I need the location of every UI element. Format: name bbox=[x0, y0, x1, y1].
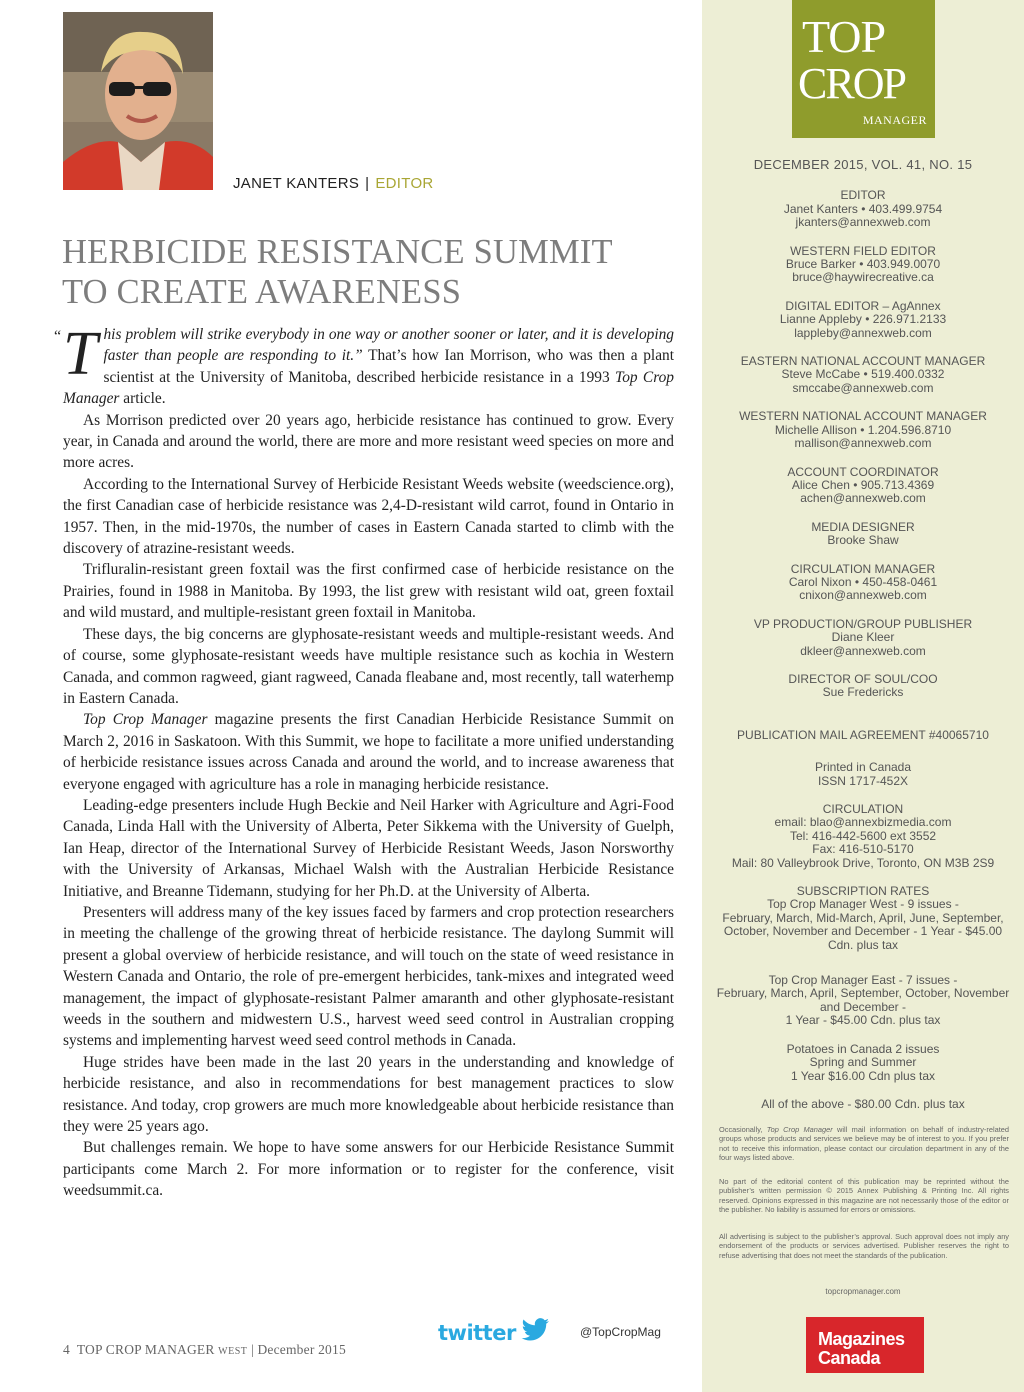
masthead-contact: Alice Chen • 905.713.4369 bbox=[791, 477, 935, 492]
editor-photo bbox=[63, 12, 213, 190]
fine-print-advertising: All advertising is subject to the publisher’s approval. Such approval does not imply any endorsement of the products or services advertised. Publisher reserves the right to refuse advertising that does not meet the standards of the publication. bbox=[719, 1232, 1009, 1260]
circulation-mail: Mail: 80 Valleybrook Drive, Toronto, ON M3B 2S9 bbox=[731, 855, 995, 870]
article-headline bbox=[62, 232, 702, 312]
maglogo-line-1: Magazines bbox=[818, 1329, 905, 1349]
article-paragraph: But challenges remain. We hope to have some answers for our Herbicide Resistance Summit participants come March 2. For more information or to register for the conference, visit weedsummit.ca. bbox=[63, 1139, 674, 1200]
subscription-line: Cdn. plus tax bbox=[827, 937, 899, 952]
paragraph-text: magazine presents the first Canadian Herbicide Resistance Summit on March 2, 2016 in Saskatoon. With this Summit, we hope to facilitate a more unified understanding of herbicide resistance issues across Canada and around the world, and to increase awareness that everyone engaged with agriculture has a role in managing herbicide resistance. bbox=[63, 711, 674, 793]
article-paragraph: As Morrison predicted over 20 years ago, herbicide resistance has continued to grow. Every year, in Canada and around the world, there are more and more resistant weed species on more and more acres. bbox=[63, 411, 674, 472]
drop-cap: T bbox=[63, 320, 98, 388]
logo-crop: CROP bbox=[798, 59, 905, 108]
magazine-title: Top Crop Manager bbox=[63, 368, 674, 408]
editor-name: JANET KANTERS bbox=[233, 175, 360, 192]
subscription-line: October, November and December - 1 Year - $45.00 bbox=[723, 924, 1003, 939]
magazine-title: Top Crop Manager bbox=[766, 1125, 833, 1134]
page-footer bbox=[63, 1342, 346, 1358]
masthead-email[interactable]: jkanters@annexweb.com bbox=[795, 215, 931, 230]
subscription-line: 1 Year $16.00 Cdn plus tax bbox=[790, 1068, 936, 1083]
footer-separator: | bbox=[250, 1342, 254, 1357]
article-paragraph: According to the International Survey of Herbicide Resistant Weeds website (weedscience.org), the first Canadian case of herbicide resistance was 2,4-D-resistant wild carrot, found in Ontario in 1957. Then, in the mid-1970s, the number of cases in Eastern Canada started to climb with the discovery of atrazine-resistant weeds. bbox=[63, 475, 674, 558]
masthead-contact: Janet Kanters • 403.499.9754 bbox=[783, 201, 943, 216]
circulation-email[interactable]: email: blao@annexbizmedia.com bbox=[774, 815, 952, 830]
article-body bbox=[54, 320, 675, 1202]
subscription-line: 1 Year - $45.00 Cdn. plus tax bbox=[785, 1013, 941, 1028]
subscription-line: February, March, April, September, October, November bbox=[716, 986, 1010, 1001]
masthead-email[interactable]: cnixon@annexweb.com bbox=[799, 588, 927, 603]
fine-print-copyright: No part of the editorial content of this publication may be reprinted without the publisher’s written permission © 2015 Annex Publishing & Printing Inc. All rights reserved. Opinions expressed in this magazine are not necessarily those of the editor or the publisher. No liability is assumed for errors or omissions. bbox=[719, 1177, 1009, 1215]
headline-line-1: HERBICIDE RESISTANCE SUMMIT bbox=[62, 233, 613, 271]
maglogo-line-2: Canada bbox=[818, 1348, 881, 1368]
logo-top: TOP bbox=[802, 11, 886, 62]
website-link[interactable]: topcropmanager.com bbox=[825, 1287, 901, 1296]
subscription-line: Top Crop Manager West - 9 issues - bbox=[767, 897, 959, 912]
twitter-handle[interactable]: @TopCropMag bbox=[580, 1325, 661, 1339]
masthead-heading: DIRECTOR OF SOUL/COO bbox=[788, 671, 938, 686]
circulation-info bbox=[702, 803, 1024, 870]
article-paragraph: Huge strides have been made in the last 20 years in the understanding and knowledge of herbicide resistance, and also in recommendations for best management practices to slow resistance. And today, crop growers are much more knowledgeable about herbicide resistance than they were 25 years ago. bbox=[63, 1053, 674, 1136]
quote-text: his problem will strike everybody in one way or another sooner or later, and it is developing faster than people are responding to it.” bbox=[103, 326, 674, 365]
article-paragraph bbox=[63, 320, 675, 410]
masthead-contact: Bruce Barker • 403.949.0070 bbox=[785, 257, 941, 272]
masthead-email[interactable]: lappleby@annexweb.com bbox=[794, 325, 932, 340]
subscription-potatoes bbox=[702, 1043, 1024, 1083]
twitter-wordmark: twitter bbox=[438, 1320, 516, 1345]
paragraph-text: That’s how Ian Morrison, who was then a plant scientist at the University of Manitoba, described herbicide resistance in a 1993 bbox=[103, 347, 675, 386]
masthead-email[interactable]: dkleer@annexweb.com bbox=[800, 643, 926, 658]
masthead-media-designer bbox=[702, 521, 1024, 548]
subscription-east bbox=[702, 974, 1024, 1028]
masthead-heading: SUBSCRIPTION RATES bbox=[796, 884, 930, 899]
masthead-editor bbox=[702, 189, 1024, 229]
masthead-director-soul bbox=[702, 673, 1024, 700]
masthead-eastern-account bbox=[702, 355, 1024, 395]
masthead-digital-editor bbox=[702, 300, 1024, 340]
masthead-heading: VP PRODUCTION/GROUP PUBLISHER bbox=[753, 616, 973, 631]
subscription-line: Spring and Summer bbox=[809, 1055, 917, 1070]
fine-text: will mail information on behalf of industry-related groups whose products and services we believe may be of interest to you. If you prefer not to receive this information, please contact our circulation department in any of the four ways listed above. bbox=[719, 1125, 1009, 1163]
masthead-contact: Diane Kleer bbox=[831, 630, 895, 645]
masthead-list bbox=[702, 158, 1024, 1126]
masthead-contact: Steve McCabe • 519.400.0332 bbox=[781, 367, 945, 382]
editor-byline bbox=[233, 175, 434, 192]
masthead-heading: CIRCULATION MANAGER bbox=[790, 561, 936, 576]
masthead-sidebar bbox=[702, 0, 1024, 1392]
subscription-line: Top Crop Manager East - 7 issues - bbox=[768, 973, 958, 988]
open-quote: “ bbox=[54, 328, 62, 345]
masthead-contact: Lianne Appleby • 226.971.2133 bbox=[779, 312, 947, 327]
masthead-email[interactable]: bruce@haywirecreative.ca bbox=[792, 270, 934, 285]
top-crop-manager-logo bbox=[792, 0, 935, 138]
footer-magazine: TOP CROP MANAGER bbox=[76, 1342, 215, 1357]
printed-in: Printed in Canada bbox=[814, 760, 912, 775]
publication-mail-agreement: PUBLICATION MAIL AGREEMENT #40065710 bbox=[737, 727, 989, 742]
magazine-title: Top Crop Manager bbox=[83, 711, 208, 729]
masthead-heading: ACCOUNT COORDINATOR bbox=[787, 464, 939, 479]
article-paragraph bbox=[63, 709, 674, 795]
twitter-bird-icon bbox=[520, 1318, 550, 1347]
subscription-west bbox=[702, 885, 1024, 952]
editor-role: EDITOR bbox=[375, 175, 434, 192]
fine-text: Occasionally, bbox=[719, 1125, 767, 1134]
masthead-email[interactable]: achen@annexweb.com bbox=[800, 491, 926, 506]
issue-info: DECEMBER 2015, VOL. 41, NO. 15 bbox=[753, 157, 973, 172]
masthead-heading: WESTERN FIELD EDITOR bbox=[790, 243, 936, 258]
twitter-link[interactable] bbox=[438, 1318, 550, 1347]
issn: ISSN 1717-452X bbox=[817, 773, 909, 788]
masthead-heading: DIGITAL EDITOR – AgAnnex bbox=[785, 298, 941, 313]
masthead-contact: Michelle Allison • 1.204.596.8710 bbox=[774, 422, 952, 437]
masthead-heading: EASTERN NATIONAL ACCOUNT MANAGER bbox=[740, 354, 986, 369]
masthead-email[interactable]: mallison@annexweb.com bbox=[794, 436, 932, 451]
article-paragraph: These days, the big concerns are glyphosate-resistant weeds and multiple-resistant weeds. And of course, some glyphosate-resistant weeds have multiple resistance such as kochia in Western Canada, and common ragweed, giant ragweed, Canada fleabane and, most recently, tall waterhemp in Eastern Canada. bbox=[63, 625, 674, 707]
circulation-tel: Tel: 416-442-5600 ext 3552 bbox=[789, 828, 937, 843]
circulation-fax: Fax: 416-510-5170 bbox=[812, 842, 914, 857]
masthead-contact: Sue Fredericks bbox=[822, 685, 904, 700]
masthead-circulation-manager bbox=[702, 563, 1024, 603]
subscription-line: Potatoes in Canada 2 issues bbox=[786, 1041, 940, 1056]
masthead-western-field-editor bbox=[702, 245, 1024, 285]
subscription-line: and December - bbox=[819, 999, 907, 1014]
footer-edition: WEST bbox=[218, 1346, 248, 1357]
logo-manager: MANAGER bbox=[862, 113, 927, 127]
masthead-heading: WESTERN NATIONAL ACCOUNT MANAGER bbox=[739, 409, 987, 424]
headline-line-2: TO CREATE AWARENESS bbox=[62, 273, 462, 311]
masthead-heading: CIRCULATION bbox=[822, 802, 904, 816]
masthead-heading: EDITOR bbox=[840, 188, 886, 203]
masthead-account-coordinator bbox=[702, 466, 1024, 506]
masthead-contact: Carol Nixon • 450-458-0461 bbox=[788, 574, 938, 589]
masthead-email[interactable]: smccabe@annexweb.com bbox=[792, 380, 934, 395]
article-paragraph: Leading-edge presenters include Hugh Beckie and Neil Harker with Agriculture and Agri-Food Canada, Linda Hall with the University of Alberta, Peter Sikkema with the University of Guelph, Ian Heap, director of the International Survey of Herbicide Resistant Weeds, Jason Norsworthy with the University of Arkansas, Michael Walsh with the Australian Herbicide Resistance Initiative, and Breanne Tidemann, studying for her Ph.D. at the University of Alberta. bbox=[63, 796, 674, 900]
masthead-heading: MEDIA DESIGNER bbox=[811, 519, 915, 534]
page-number: 4 bbox=[63, 1342, 70, 1357]
footer-date: December 2015 bbox=[257, 1342, 346, 1357]
article-paragraph: Presenters will address many of the key issues faced by farmers and crop protection researchers in meeting the challenge of the growing threat of herbicide resistance. The daylong Summit will present a global overview of herbicide resistance, and will touch on the state of weed resistance in Western Canada and Ontario, the role of pre-emergent herbicides, tank-mixes and integrated weed management, the impact of glyphosate-resistant Palmer amaranth and other glyphosate-resistant weeds in the southern and midwestern U.S., harvest weed seed control in Australian cropping systems and implementing harvest weed seed control methods in Canada. bbox=[63, 903, 674, 1050]
paragraph-text: article. bbox=[119, 390, 166, 408]
printing-info bbox=[702, 761, 1024, 788]
byline-separator: | bbox=[365, 175, 370, 192]
fine-print-mailing bbox=[719, 1125, 1009, 1163]
masthead-western-account bbox=[702, 410, 1024, 450]
subscription-line: February, March, Mid-March, April, June, September, bbox=[722, 910, 1004, 925]
subscription-all: All of the above - $80.00 Cdn. plus tax bbox=[761, 1096, 965, 1111]
masthead-contact: Brooke Shaw bbox=[827, 533, 899, 548]
masthead-vp-production bbox=[702, 618, 1024, 658]
article-paragraph: Trifluralin-resistant green foxtail was the first confirmed case of herbicide resistance on the Prairies, found in 1988 in Manitoba. By 1993, the list grew with resistant wild oat, green foxtail and wild mustard, and multiple-resistant green foxtail in Manitoba. bbox=[63, 561, 674, 622]
magazines-canada-logo bbox=[806, 1317, 924, 1373]
